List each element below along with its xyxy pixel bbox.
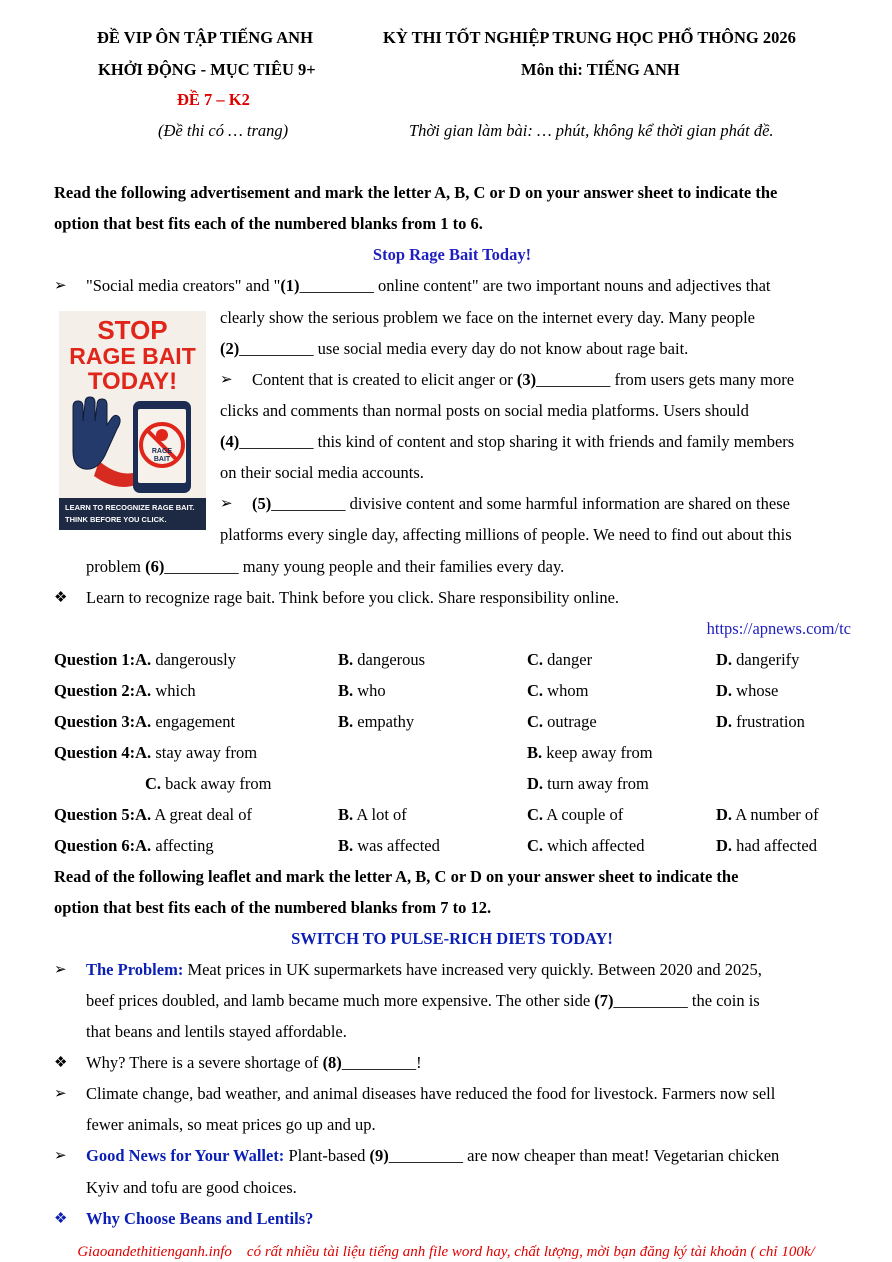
arrow-bullet-icon: ➢ — [54, 1148, 67, 1164]
leaflet-climate-line2: fewer animals, so meat prices go up and up. — [86, 1115, 376, 1134]
leaflet-why-line: Why? There is a severe shortage of (8)_________! — [86, 1053, 422, 1072]
ad-paragraph-1-line3: (2)_________ use social media every day do not know about rage bait. — [220, 339, 689, 358]
poster-title-line1: STOP — [97, 315, 168, 345]
poster-title-line3: TODAY! — [87, 368, 178, 395]
arrow-bullet-icon: ➢ — [54, 1086, 67, 1102]
diamond-bullet-icon: ❖ — [54, 1055, 68, 1071]
source-link[interactable]: https://apnews.com/tc — [706, 619, 851, 638]
exam-level: KHỞI ĐỘNG - MỤC TIÊU 9+ — [98, 60, 316, 79]
ad-paragraph-4: Learn to recognize rage bait. Think before you click. Share responsibility online. — [86, 588, 620, 607]
ad-paragraph-2-line1: Content that is created to elicit anger or (3)_________ from users gets many more — [252, 370, 795, 389]
poster-footer: LEARN TO RECOGNIZE RAGE BAIT. THINK BEFORE YOU CLICK. — [59, 498, 206, 530]
instruction-1-line2: option that best fits each of the numbered blanks from 1 to 6. — [54, 214, 483, 233]
leaflet-wallet-line2: Kyiv and tofu are good choices. — [86, 1178, 297, 1197]
ad-paragraph-3-line1: (5)_________ divisive content and some harmful information are shared on these — [252, 494, 790, 513]
instruction-2-line1: Read of the following leaflet and mark the letter A, B, C or D on your answer sheet to indicate the — [54, 867, 739, 886]
rage-bait-poster — [59, 311, 206, 530]
leaflet-why-choose-heading: Why Choose Beans and Lentils? — [86, 1209, 314, 1228]
ad-paragraph-3-line2: platforms every single day, affecting millions of people. We need to find out about this — [220, 525, 792, 544]
exam-code: ĐỀ 7 – K2 — [177, 90, 250, 109]
leaflet-problem-line3: that beans and lentils stayed affordable. — [86, 1022, 347, 1041]
page-footer — [0, 1243, 892, 1261]
ad-paragraph-3-line3: problem (6)_________ many young people and their families every day. — [86, 557, 565, 576]
page-count-note: (Đề thi có … trang) — [158, 121, 289, 140]
leaflet-wallet-line1: Good News for Your Wallet: Plant-based (9)_________ are now cheaper than meat! Vegetarian chicken — [86, 1146, 780, 1165]
leaflet-climate-line1: Climate change, bad weather, and animal diseases have reduced the food for livestock. Farmers now sell — [86, 1084, 776, 1103]
time-note: Thời gian làm bài: … phút, không kể thời gian phát đề. — [409, 121, 774, 140]
exam-series-title: ĐỀ VIP ÔN TẬP TIẾNG ANH — [97, 28, 313, 47]
ad-paragraph-2-line4: on their social media accounts. — [220, 463, 424, 482]
instruction-2-line2: option that best fits each of the numbered blanks from 7 to 12. — [54, 898, 492, 917]
poster-title-line2: RAGE BAIT — [69, 343, 196, 369]
ad-paragraph-2-line2: clicks and comments than normal posts on social media platforms. Users should — [220, 401, 749, 420]
ad-paragraph-2-line3: (4)_________ this kind of content and stop sharing it with friends and family members — [220, 432, 795, 451]
hand-phone-illustration — [59, 311, 206, 498]
diamond-bullet-icon: ❖ — [54, 1211, 68, 1227]
arrow-bullet-icon: ➢ — [54, 962, 67, 978]
leaflet-title: SWITCH TO PULSE-RICH DIETS TODAY! — [291, 929, 613, 948]
ad-paragraph-1-line1: "Social media creators" and "(1)_________ online content" are two important nouns and adjectives that — [86, 276, 771, 295]
instruction-1-line1: Read the following advertisement and mark the letter A, B, C or D on your answer sheet to indicate the — [54, 183, 778, 202]
ad-paragraph-1-line2: clearly show the serious problem we face on the internet every day. Many people — [220, 308, 755, 327]
poster-badge: RAGE BAIT — [151, 448, 173, 463]
leaflet-problem-line1: The Problem: Meat prices in UK supermarkets have increased very quickly. Between 2020 and 2025, — [86, 960, 762, 979]
arrow-bullet-icon: ➢ — [220, 496, 233, 512]
arrow-bullet-icon: ➢ — [220, 372, 233, 388]
exam-name: KỲ THI TỐT NGHIỆP TRUNG HỌC PHỔ THÔNG 2026 — [383, 28, 796, 47]
arrow-bullet-icon: ➢ — [54, 278, 67, 294]
subject-line: Môn thi: TIẾNG ANH — [521, 60, 680, 79]
leaflet-problem-line2: beef prices doubled, and lamb became much more expensive. The other side (7)_________ the coin is — [86, 991, 760, 1010]
footer-site-link[interactable]: Giaoandethitienganh.info — [77, 1244, 232, 1260]
ad-title: Stop Rage Bait Today! — [372, 245, 532, 264]
diamond-bullet-icon: ❖ — [54, 590, 68, 606]
footer-text: có rất nhiều tài liệu tiếng anh file word hay, chất lượng, mời bạn đăng ký tài khoản ( chỉ 100k/ — [246, 1244, 815, 1260]
